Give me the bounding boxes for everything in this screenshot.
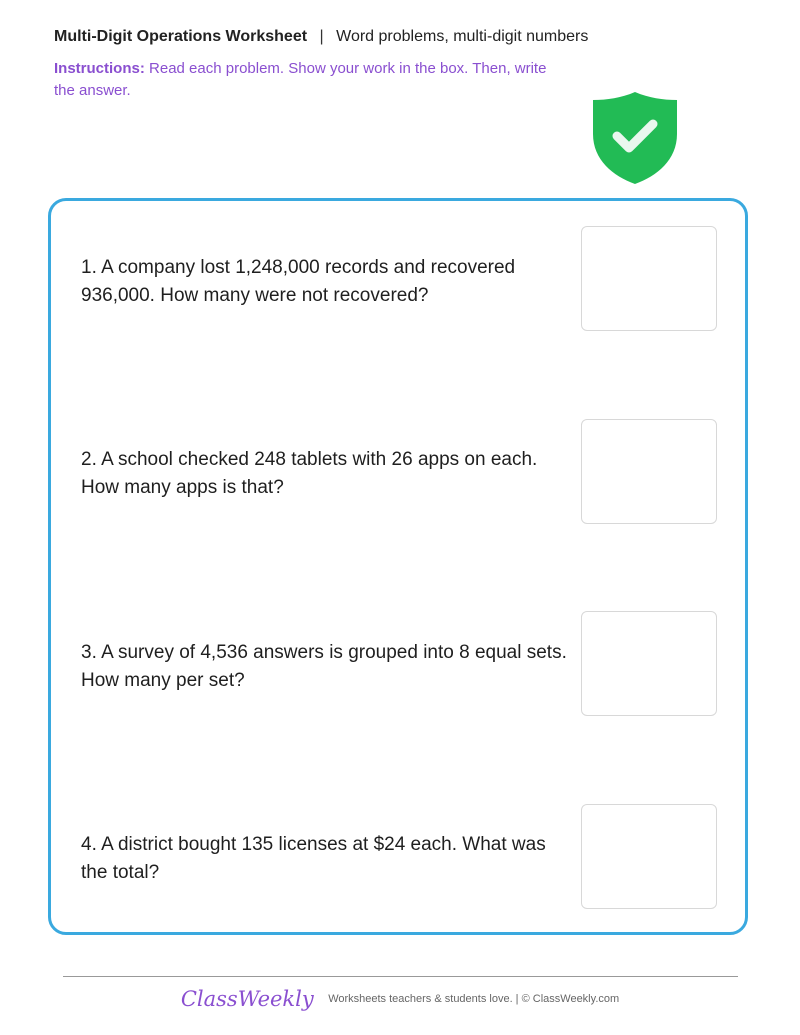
- instructions-text: Read each problem. Show your work in the box. Then, write the answer.: [54, 60, 547, 99]
- shield-check-icon: [591, 90, 679, 186]
- header-separator: |: [319, 28, 324, 45]
- worksheet-header: [54, 28, 588, 46]
- brand-logo: ClassWeekly: [180, 987, 314, 1011]
- answer-box-1[interactable]: [581, 226, 717, 331]
- problem-1: 1. A company lost 1,248,000 records and recovered 936,000. How many were not recovered?: [81, 257, 516, 306]
- worksheet-subtitle: Word problems, multi-digit numbers: [336, 28, 589, 45]
- footer-divider: [63, 976, 738, 977]
- footer-tagline: Worksheets teachers & students love. | © ClassWeekly.com: [328, 993, 620, 1005]
- problem-2: 2. A school checked 248 tablets with 26 apps on each. How many apps is that?: [81, 449, 538, 498]
- instructions: [54, 58, 554, 102]
- answer-box-4[interactable]: [581, 804, 717, 909]
- answer-box-2[interactable]: [581, 419, 717, 524]
- answer-box-3[interactable]: [581, 611, 717, 716]
- instructions-label: Instructions:: [54, 60, 145, 77]
- footer: [0, 987, 800, 1011]
- problem-4: 4. A district bought 135 licenses at $24 each. What was the total?: [81, 834, 546, 883]
- worksheet-title: Multi-Digit Operations Worksheet: [54, 28, 308, 45]
- problem-3: 3. A survey of 4,536 answers is grouped into 8 equal sets. How many per set?: [81, 642, 567, 691]
